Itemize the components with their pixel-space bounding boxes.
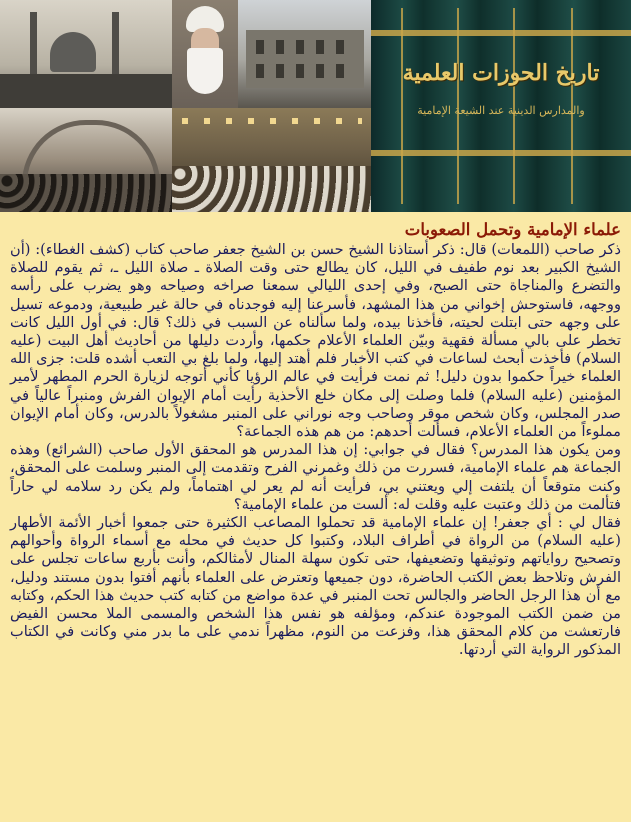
mosque-dome	[50, 32, 96, 72]
paragraph-3: فقال لي : أي جعفر! إن علماء الإمامية قد تحملوا المصاعب الكثيرة حتى جمعوا أخبار الأئمة الأطهار (عليه السلام) من الرواة في أطراف البلاد، وكتبوا كل حديث في محله مع أسماء الرواة وأحوالهم وتصحيح رواياتهم وتوثيقها وتضعيفها، حتى تكون سهلة المنال لأمثالكم، وأنت بأربع ساعات تجلس على الفرش وتلاحظ بعض الكتب الحاضرة، دون جميعها وتعترض على العلماء بأنهم أفتوا بدون مستند ودليل، مع أن هذا الرجل الحاضر والجالس تحت المنبر في عدة مواضع من كتابه كتب حديث هذا الحكم، وكتابه من ضمن الكتب الموجودة عندكم، ومؤلفه هو نفس هذا الشخص والمسمى الملا محسن الفيض فارتعشت من كلام المحقق هذا، وفزعت من النوم، مظهراً ندمي على ما بدر مني وكانت في الكتاب المذكور الرواية التي أردتها.	[10, 514, 621, 659]
book-volumes-photo	[371, 0, 631, 212]
hall-gathering-photo	[0, 108, 172, 212]
turbaned-crowd	[172, 166, 371, 212]
paragraph-1: ذكر صاحب (اللمعات) قال: ذكر أستاذنا الشيخ حسن بن الشيخ جعفر صاحب كتاب (كشف الغطاء): (أن الشيخ الكبير بعد نوم طفيف في الليل، كان يطالع حتى وقت الصلاة ـ صلاة الليل ـ، ثم يقوم للصلاة والتضرع والمناجاة حتى الصبح، وفي إحدى الليالي سمعنا صراخه وصياحه وهو يضرب على رأسه ووجهه، فاستوحش إخواني من هذا المشهد، فأسرعنا إليه فوجدناه في حالة غير طبيعية، ودموعه تسيل على وجهه حتى ابتلت لحيته، فأخذنا بيده، ولما سألناه عن السبب في ذلك؟ قال: في أول الليل كانت تخطر على بالي مسألة فقهية وبيّن العلماء الأعلام حكمها، وأردت دليلها من أحاديث أهل البيت (عليه السلام) فأخذت أبحث لساعات في كتب الأخبار فلم أهتد إليها، ولما بلغ بي التعب أشده قلت: جزى الله العلماء خيراً حكموا بدون دليل! ثم نمت فرأيت في عالم الرؤيا كأني أتوجه لزيارة الحرم المطهر لأمير المؤمنين (عليه السلام) فلما وصلت إلى مكان خلع الأحذية رأيت أمام الإيوان الفرش ومنبراً عالياً في صدر المجلس، وكان شخص موقر وصاحب وجه نوراني على المنبر مشغولاً بالدرس، وكان أمام الإيوان مملوءاً من العلماء الأعلام، فسألت أحدهم: من هم هذه الجماعة؟	[10, 241, 621, 441]
article-title: علماء الإمامية وتحمل الصعوبات	[404, 220, 621, 239]
mosque-photo	[0, 0, 172, 108]
beard	[187, 48, 223, 94]
book-spine-subtitle: والمدارس الدينية عند الشيعة الإمامية	[417, 104, 585, 117]
header-photo-collage	[0, 0, 631, 212]
book-spine-title: تاريخ الحوزات العلمية	[402, 60, 600, 86]
building-facade	[246, 30, 364, 88]
seminary-building-photo	[238, 0, 371, 108]
mosque-base	[0, 74, 172, 108]
mosque-crowd-photo	[172, 108, 371, 212]
scholar-portrait-photo	[172, 0, 238, 108]
article-body	[10, 241, 621, 660]
paragraph-2: ومن يكون هذا المدرس؟ فقال في جوابي: إن هذا المدرس هو المحقق الأول صاحب (الشرائع) وهذه الجماعة هم علماء الإمامية، فسررت من ذلك وغمرني الفرح وتقدمت إلى المنبر وسلمت على المحقق، وكنت متوقعاً أن يلتفت إلي ويعتني بي، فرأيت أنه لم يعر لي اهتماماً، ولم يكن رد سلامه لي حاراً فتألمت من ذلك وعتبت عليه وقلت له: ألست من علماء الإمامية؟	[10, 441, 621, 513]
hall-crowd	[0, 174, 172, 212]
chandelier-lights	[182, 118, 362, 124]
